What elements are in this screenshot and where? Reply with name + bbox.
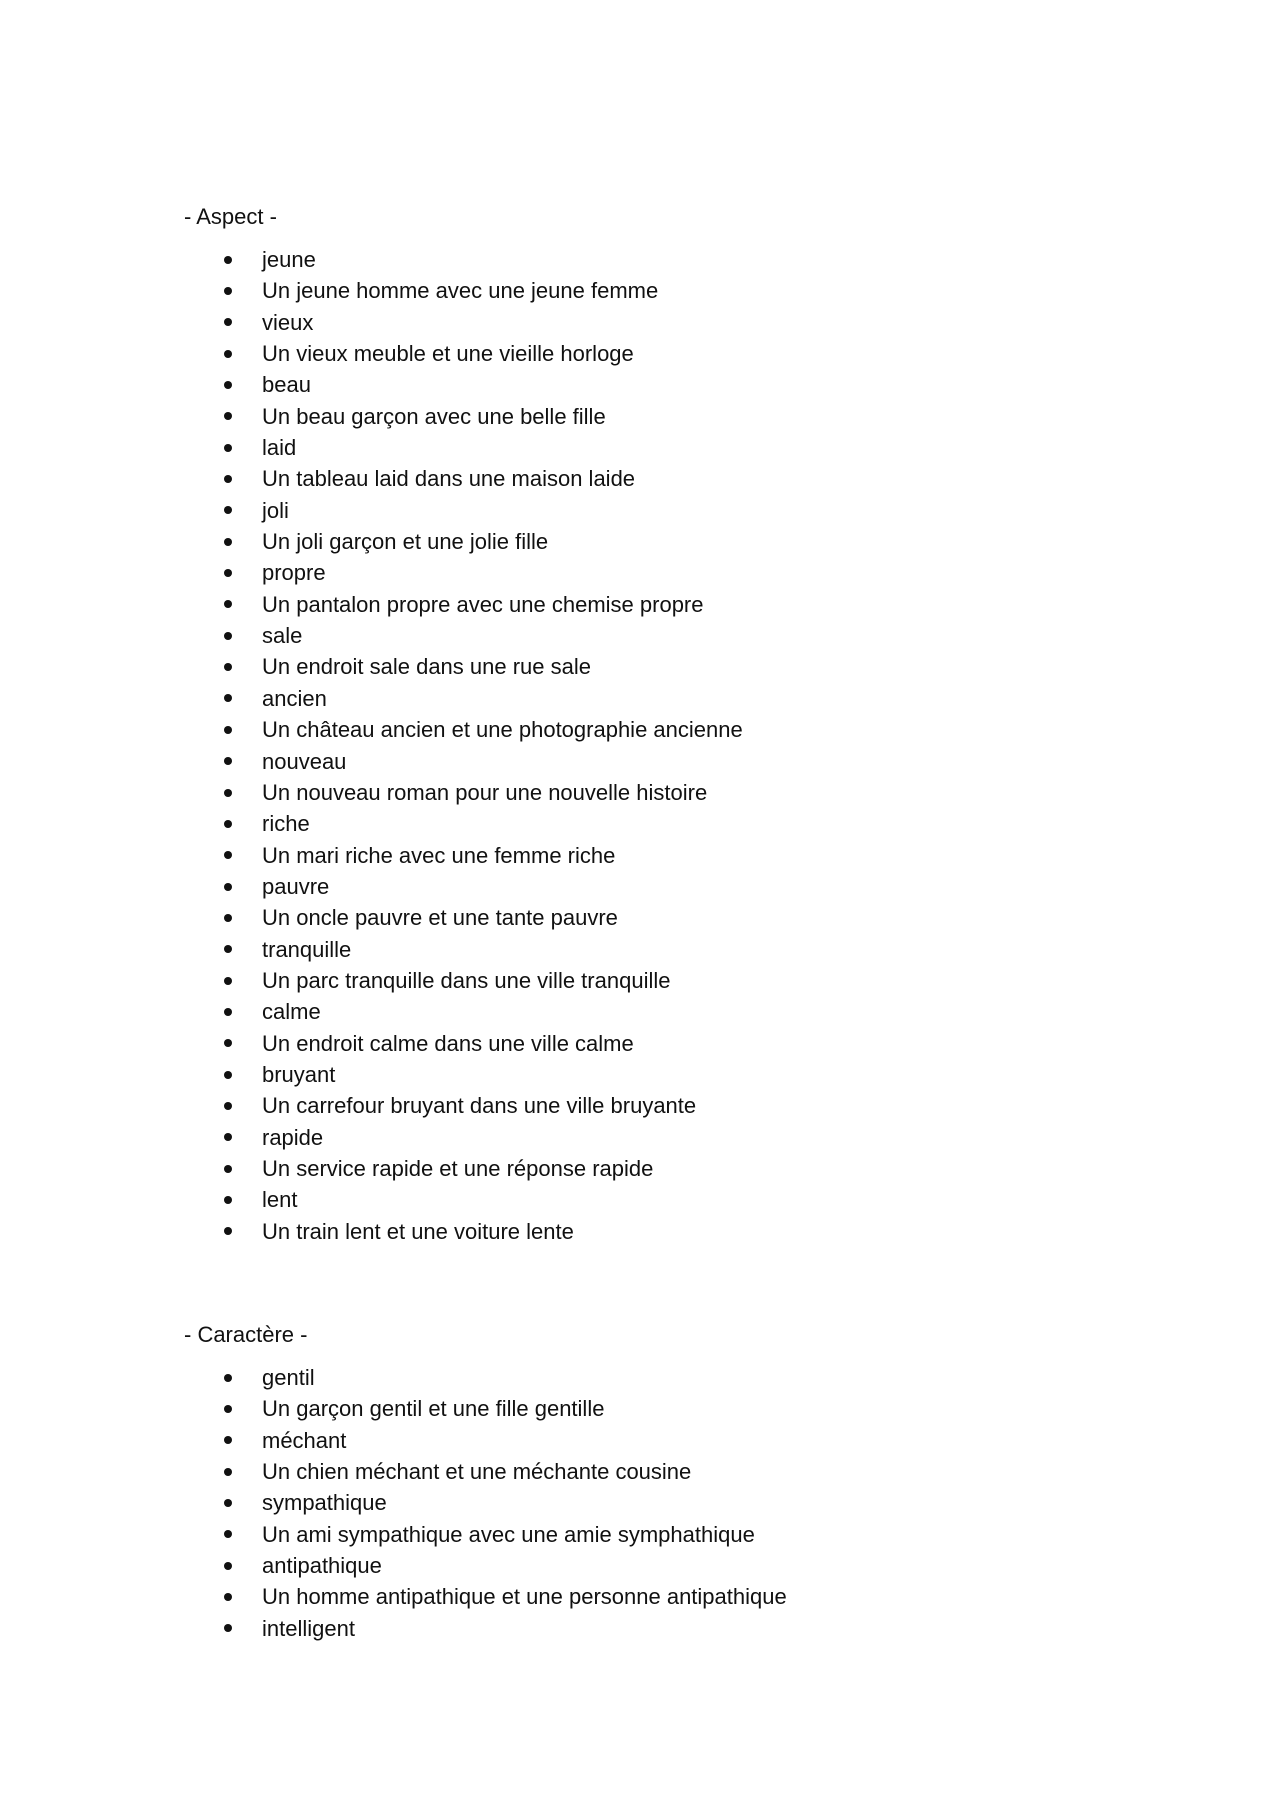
list-item <box>184 1456 787 1487</box>
bullet-icon <box>224 1593 232 1601</box>
list-item-text: sale <box>262 623 303 649</box>
list-item-text: tranquille <box>262 936 352 962</box>
vocabulary-list <box>184 1362 787 1644</box>
list-item <box>184 1059 743 1090</box>
list-item <box>184 871 743 902</box>
list-item-text: pauvre <box>262 873 330 899</box>
list-item-text: Un train lent et une voiture lente <box>262 1218 574 1244</box>
list-item-text: sympathique <box>262 1490 387 1516</box>
bullet-icon <box>224 1624 232 1632</box>
bullet-icon <box>224 914 232 922</box>
list-item-text: beau <box>262 372 311 398</box>
list-item-text: méchant <box>262 1427 347 1453</box>
list-item-text: Un château ancien et une photographie ancienne <box>262 717 743 743</box>
bullet-icon <box>224 444 232 452</box>
section-caractere <box>184 1320 787 1644</box>
bullet-icon <box>224 1165 232 1173</box>
list-item-text: calme <box>262 999 321 1025</box>
list-item <box>184 620 743 651</box>
bullet-icon <box>224 1374 232 1382</box>
bullet-icon <box>224 1071 232 1079</box>
bullet-icon <box>224 1468 232 1476</box>
list-item-text: Un ami sympathique avec une amie symphathique <box>262 1521 755 1547</box>
list-item <box>184 401 743 432</box>
list-item <box>184 557 743 588</box>
list-item <box>184 1184 743 1215</box>
bullet-icon <box>224 632 232 640</box>
list-item-text: Un mari riche avec une femme riche <box>262 842 616 868</box>
list-item <box>184 746 743 777</box>
list-item <box>184 495 743 526</box>
list-item-text: Un chien méchant et une méchante cousine <box>262 1459 692 1485</box>
list-item-text: Un nouveau roman pour une nouvelle histoire <box>262 779 708 805</box>
list-item <box>184 1487 787 1518</box>
list-item <box>184 1550 787 1581</box>
list-item <box>184 996 743 1027</box>
bullet-icon <box>224 726 232 734</box>
list-item <box>184 1216 743 1247</box>
list-item <box>184 902 743 933</box>
list-item <box>184 1028 743 1059</box>
bullet-icon <box>224 600 232 608</box>
list-item-text: joli <box>262 497 289 523</box>
bullet-icon <box>224 757 232 765</box>
list-item <box>184 275 743 306</box>
bullet-icon <box>224 287 232 295</box>
list-item <box>184 714 743 745</box>
bullet-icon <box>224 506 232 514</box>
bullet-icon <box>224 1039 232 1047</box>
bullet-icon <box>224 538 232 546</box>
bullet-icon <box>224 789 232 797</box>
bullet-icon <box>224 350 232 358</box>
bullet-icon <box>224 1562 232 1570</box>
list-item-text: Un service rapide et une réponse rapide <box>262 1155 654 1181</box>
list-item <box>184 1153 743 1184</box>
list-item-text: intelligent <box>262 1615 355 1641</box>
list-item-text: Un parc tranquille dans une ville tranquille <box>262 967 671 993</box>
list-item <box>184 840 743 871</box>
list-item <box>184 651 743 682</box>
bullet-icon <box>224 1227 232 1235</box>
list-item-text: laid <box>262 435 297 461</box>
bullet-icon <box>224 1405 232 1413</box>
list-item-text: riche <box>262 811 310 837</box>
bullet-icon <box>224 1196 232 1204</box>
list-item <box>184 369 743 400</box>
bullet-icon <box>224 851 232 859</box>
bullet-icon <box>224 569 232 577</box>
list-item <box>184 463 743 494</box>
list-item-text: propre <box>262 560 326 586</box>
bullet-icon <box>224 1008 232 1016</box>
vocabulary-list <box>184 244 743 1247</box>
bullet-icon <box>224 1499 232 1507</box>
section-heading: - Aspect - <box>184 204 277 229</box>
bullet-icon <box>224 412 232 420</box>
list-item-text: Un tableau laid dans une maison laide <box>262 466 636 492</box>
list-item <box>184 526 743 557</box>
list-item-text: gentil <box>262 1365 315 1390</box>
list-item-text: Un vieux meuble et une vieille horloge <box>262 341 634 367</box>
list-item <box>184 1090 743 1121</box>
list-item-text: Un garçon gentil et une fille gentille <box>262 1396 605 1422</box>
list-item-text: vieux <box>262 309 314 335</box>
bullet-icon <box>224 945 232 953</box>
list-item-text: lent <box>262 1187 298 1213</box>
section-heading: - Caractère - <box>184 1322 308 1347</box>
list-item <box>184 1613 787 1644</box>
bullet-icon <box>224 318 232 326</box>
bullet-icon <box>224 1133 232 1141</box>
list-item <box>184 1393 787 1424</box>
list-item <box>184 683 743 714</box>
bullet-icon <box>224 1530 232 1538</box>
list-item <box>184 808 743 839</box>
list-item <box>184 1362 787 1393</box>
list-item-text: Un oncle pauvre et une tante pauvre <box>262 905 618 931</box>
list-item-text: Un beau garçon avec une belle fille <box>262 403 606 429</box>
list-item <box>184 965 743 996</box>
list-item-text: Un pantalon propre avec une chemise propre <box>262 591 704 617</box>
bullet-icon <box>224 663 232 671</box>
list-item <box>184 934 743 965</box>
list-item-text: Un endroit sale dans une rue sale <box>262 654 591 680</box>
list-item-text: Un carrefour bruyant dans une ville bruyante <box>262 1093 697 1119</box>
bullet-icon <box>224 381 232 389</box>
list-item-text: jeune <box>262 247 316 272</box>
list-item <box>184 777 743 808</box>
list-item-text: rapide <box>262 1124 324 1150</box>
list-item-text: nouveau <box>262 748 347 774</box>
list-item <box>184 1425 787 1456</box>
bullet-icon <box>224 1436 232 1444</box>
list-item <box>184 1581 787 1612</box>
bullet-icon <box>224 256 232 264</box>
list-item <box>184 244 743 275</box>
list-item-text: antipathique <box>262 1553 382 1579</box>
list-item <box>184 589 743 620</box>
list-item <box>184 432 743 463</box>
list-item <box>184 307 743 338</box>
list-item-text: Un endroit calme dans une ville calme <box>262 1030 634 1056</box>
list-item-text: bruyant <box>262 1061 336 1087</box>
list-item-text: ancien <box>262 685 327 711</box>
section-aspect <box>184 202 743 1247</box>
list-item <box>184 338 743 369</box>
bullet-icon <box>224 475 232 483</box>
bullet-icon <box>224 1102 232 1110</box>
list-item-text: Un homme antipathique et une personne antipathique <box>262 1584 787 1610</box>
bullet-icon <box>224 883 232 891</box>
list-item-text: Un jeune homme avec une jeune femme <box>262 278 659 304</box>
bullet-icon <box>224 820 232 828</box>
list-item-text: Un joli garçon et une jolie fille <box>262 529 549 555</box>
list-item <box>184 1122 743 1153</box>
bullet-icon <box>224 977 232 985</box>
list-item <box>184 1519 787 1550</box>
bullet-icon <box>224 694 232 702</box>
